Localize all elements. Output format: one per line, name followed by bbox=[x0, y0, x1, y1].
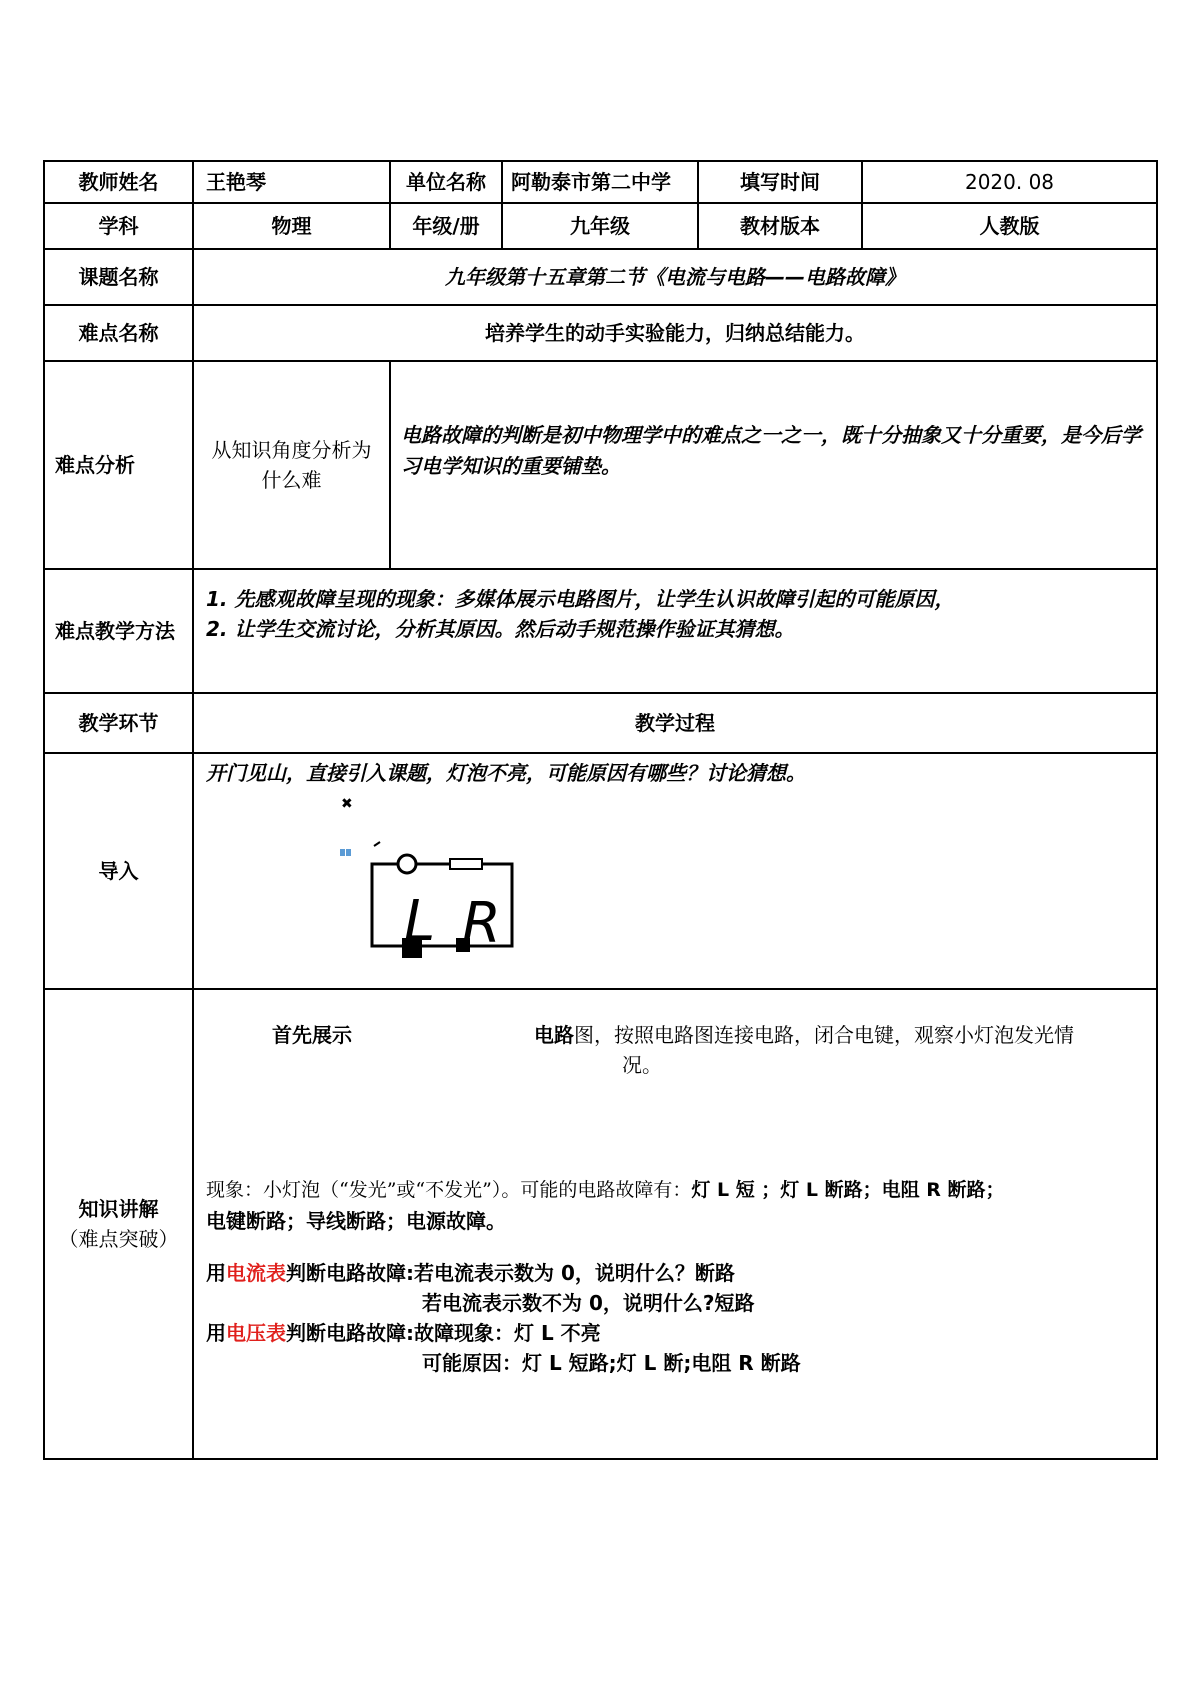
grade-value: 九年级 bbox=[502, 203, 698, 249]
ammeter-post: 判断电路故障:若电流表示数为 0，说明什么？断路 bbox=[286, 1261, 735, 1285]
process-value: 教学过程 bbox=[193, 693, 1157, 753]
unit-label: 单位名称 bbox=[390, 161, 502, 203]
anchor-mark-1 bbox=[340, 849, 345, 856]
analysis-value: 电路故障的判断是初中物理学中的难点之一之一，既十分抽象又十分重要，是今后学习电学知识的重要铺垫。 bbox=[390, 361, 1157, 569]
resistor-icon bbox=[450, 859, 482, 869]
intro-text: 开门见山，直接引入课题，灯泡不亮，可能原因有哪些？讨论猜想。 bbox=[206, 761, 806, 785]
show-text-d: 况。 bbox=[622, 1053, 662, 1077]
edition-label: 教材版本 bbox=[698, 203, 862, 249]
subject-value: 物理 bbox=[193, 203, 390, 249]
difficulty-value: 培养学生的动手实验能力，归纳总结能力。 bbox=[193, 305, 1157, 361]
method-label: 难点教学方法 bbox=[44, 569, 193, 693]
ammeter-line-2: 若电流表示数不为 0，说明什么?短路 bbox=[422, 1291, 755, 1315]
knowledge-row bbox=[44, 989, 1157, 1459]
header-row-2 bbox=[44, 203, 1157, 249]
phenomenon-text-c: 电键断路；导线断路；电源故障。 bbox=[206, 1209, 506, 1233]
teacher-value: 王艳琴 bbox=[193, 161, 390, 203]
date-value: 2020. 08 bbox=[862, 161, 1157, 203]
phenomenon-text-a: 现象：小灯泡（“发光”或“不发光”）。可能的电路故障有： bbox=[206, 1179, 692, 1201]
difficulty-label: 难点名称 bbox=[44, 305, 193, 361]
circuit-label-l: L bbox=[404, 889, 436, 954]
cross-mark: ✖ bbox=[341, 796, 353, 812]
phenomenon-text-b: 灯 L 短 ；灯 L 断路；电阻 R 断路； bbox=[691, 1179, 1005, 1201]
intro-label: 导入 bbox=[44, 753, 193, 989]
ammeter-word: 电流表 bbox=[226, 1261, 286, 1285]
topic-label: 课题名称 bbox=[44, 249, 193, 305]
show-text-a: 首先展示 bbox=[272, 1023, 352, 1047]
knowledge-label-line-1: 知识讲解 bbox=[78, 1197, 159, 1221]
lesson-plan-table bbox=[43, 160, 1158, 1460]
subject-label: 学科 bbox=[44, 203, 193, 249]
teacher-label: 教师姓名 bbox=[44, 161, 193, 203]
topic-row bbox=[44, 249, 1157, 305]
circuit-label-r: R bbox=[462, 891, 501, 956]
method-line-1: 1. 先感观故障呈现的现象：多媒体展示电路图片，让学生认识故障引起的可能原因， bbox=[206, 587, 955, 611]
knowledge-label bbox=[44, 989, 193, 1459]
show-text-c: 图，按照电路图连接电路，闭合电键，观察小灯泡发光情 bbox=[574, 1023, 1074, 1047]
method-line-2: 2. 让学生交流讨论，分析其原因。然后动手规范操作验证其猜想。 bbox=[206, 617, 795, 641]
circuit-diagram bbox=[194, 788, 1156, 988]
knowledge-cell bbox=[193, 989, 1157, 1459]
voltmeter-word: 电压表 bbox=[226, 1321, 286, 1345]
show-text-b: 电路 bbox=[534, 1023, 574, 1047]
difficulty-row bbox=[44, 305, 1157, 361]
voltmeter-post: 判断电路故障:故障现象：灯 L 不亮 bbox=[286, 1321, 601, 1345]
voltmeter-pre: 用 bbox=[206, 1321, 226, 1345]
process-header-row bbox=[44, 693, 1157, 753]
topic-value: 九年级第十五章第二节《电流与电路——电路故障》 bbox=[193, 249, 1157, 305]
method-row bbox=[44, 569, 1157, 693]
analysis-row bbox=[44, 361, 1157, 569]
anchor-mark-2 bbox=[346, 849, 351, 856]
knowledge-content bbox=[194, 990, 1156, 1456]
header-row-1 bbox=[44, 161, 1157, 203]
analysis-label: 难点分析 bbox=[44, 361, 193, 569]
grade-label: 年级/册 bbox=[390, 203, 502, 249]
process-label: 教学环节 bbox=[44, 693, 193, 753]
date-label: 填写时间 bbox=[698, 161, 862, 203]
bulb-icon bbox=[398, 855, 416, 873]
switch-tick bbox=[374, 842, 380, 846]
unit-value: 阿勒泰市第二中学 bbox=[502, 161, 698, 203]
voltmeter-line-2: 可能原因：灯 L 短路;灯 L 断;电阻 R 断路 bbox=[422, 1351, 801, 1375]
knowledge-label-line-2: （难点突破） bbox=[58, 1227, 179, 1251]
intro-row bbox=[44, 753, 1157, 989]
circuit-svg bbox=[334, 788, 734, 958]
method-cell bbox=[193, 569, 1157, 693]
ammeter-pre: 用 bbox=[206, 1261, 226, 1285]
intro-cell bbox=[193, 753, 1157, 989]
edition-value: 人教版 bbox=[862, 203, 1157, 249]
analysis-sub-label: 从知识角度分析为什么难 bbox=[193, 361, 390, 569]
